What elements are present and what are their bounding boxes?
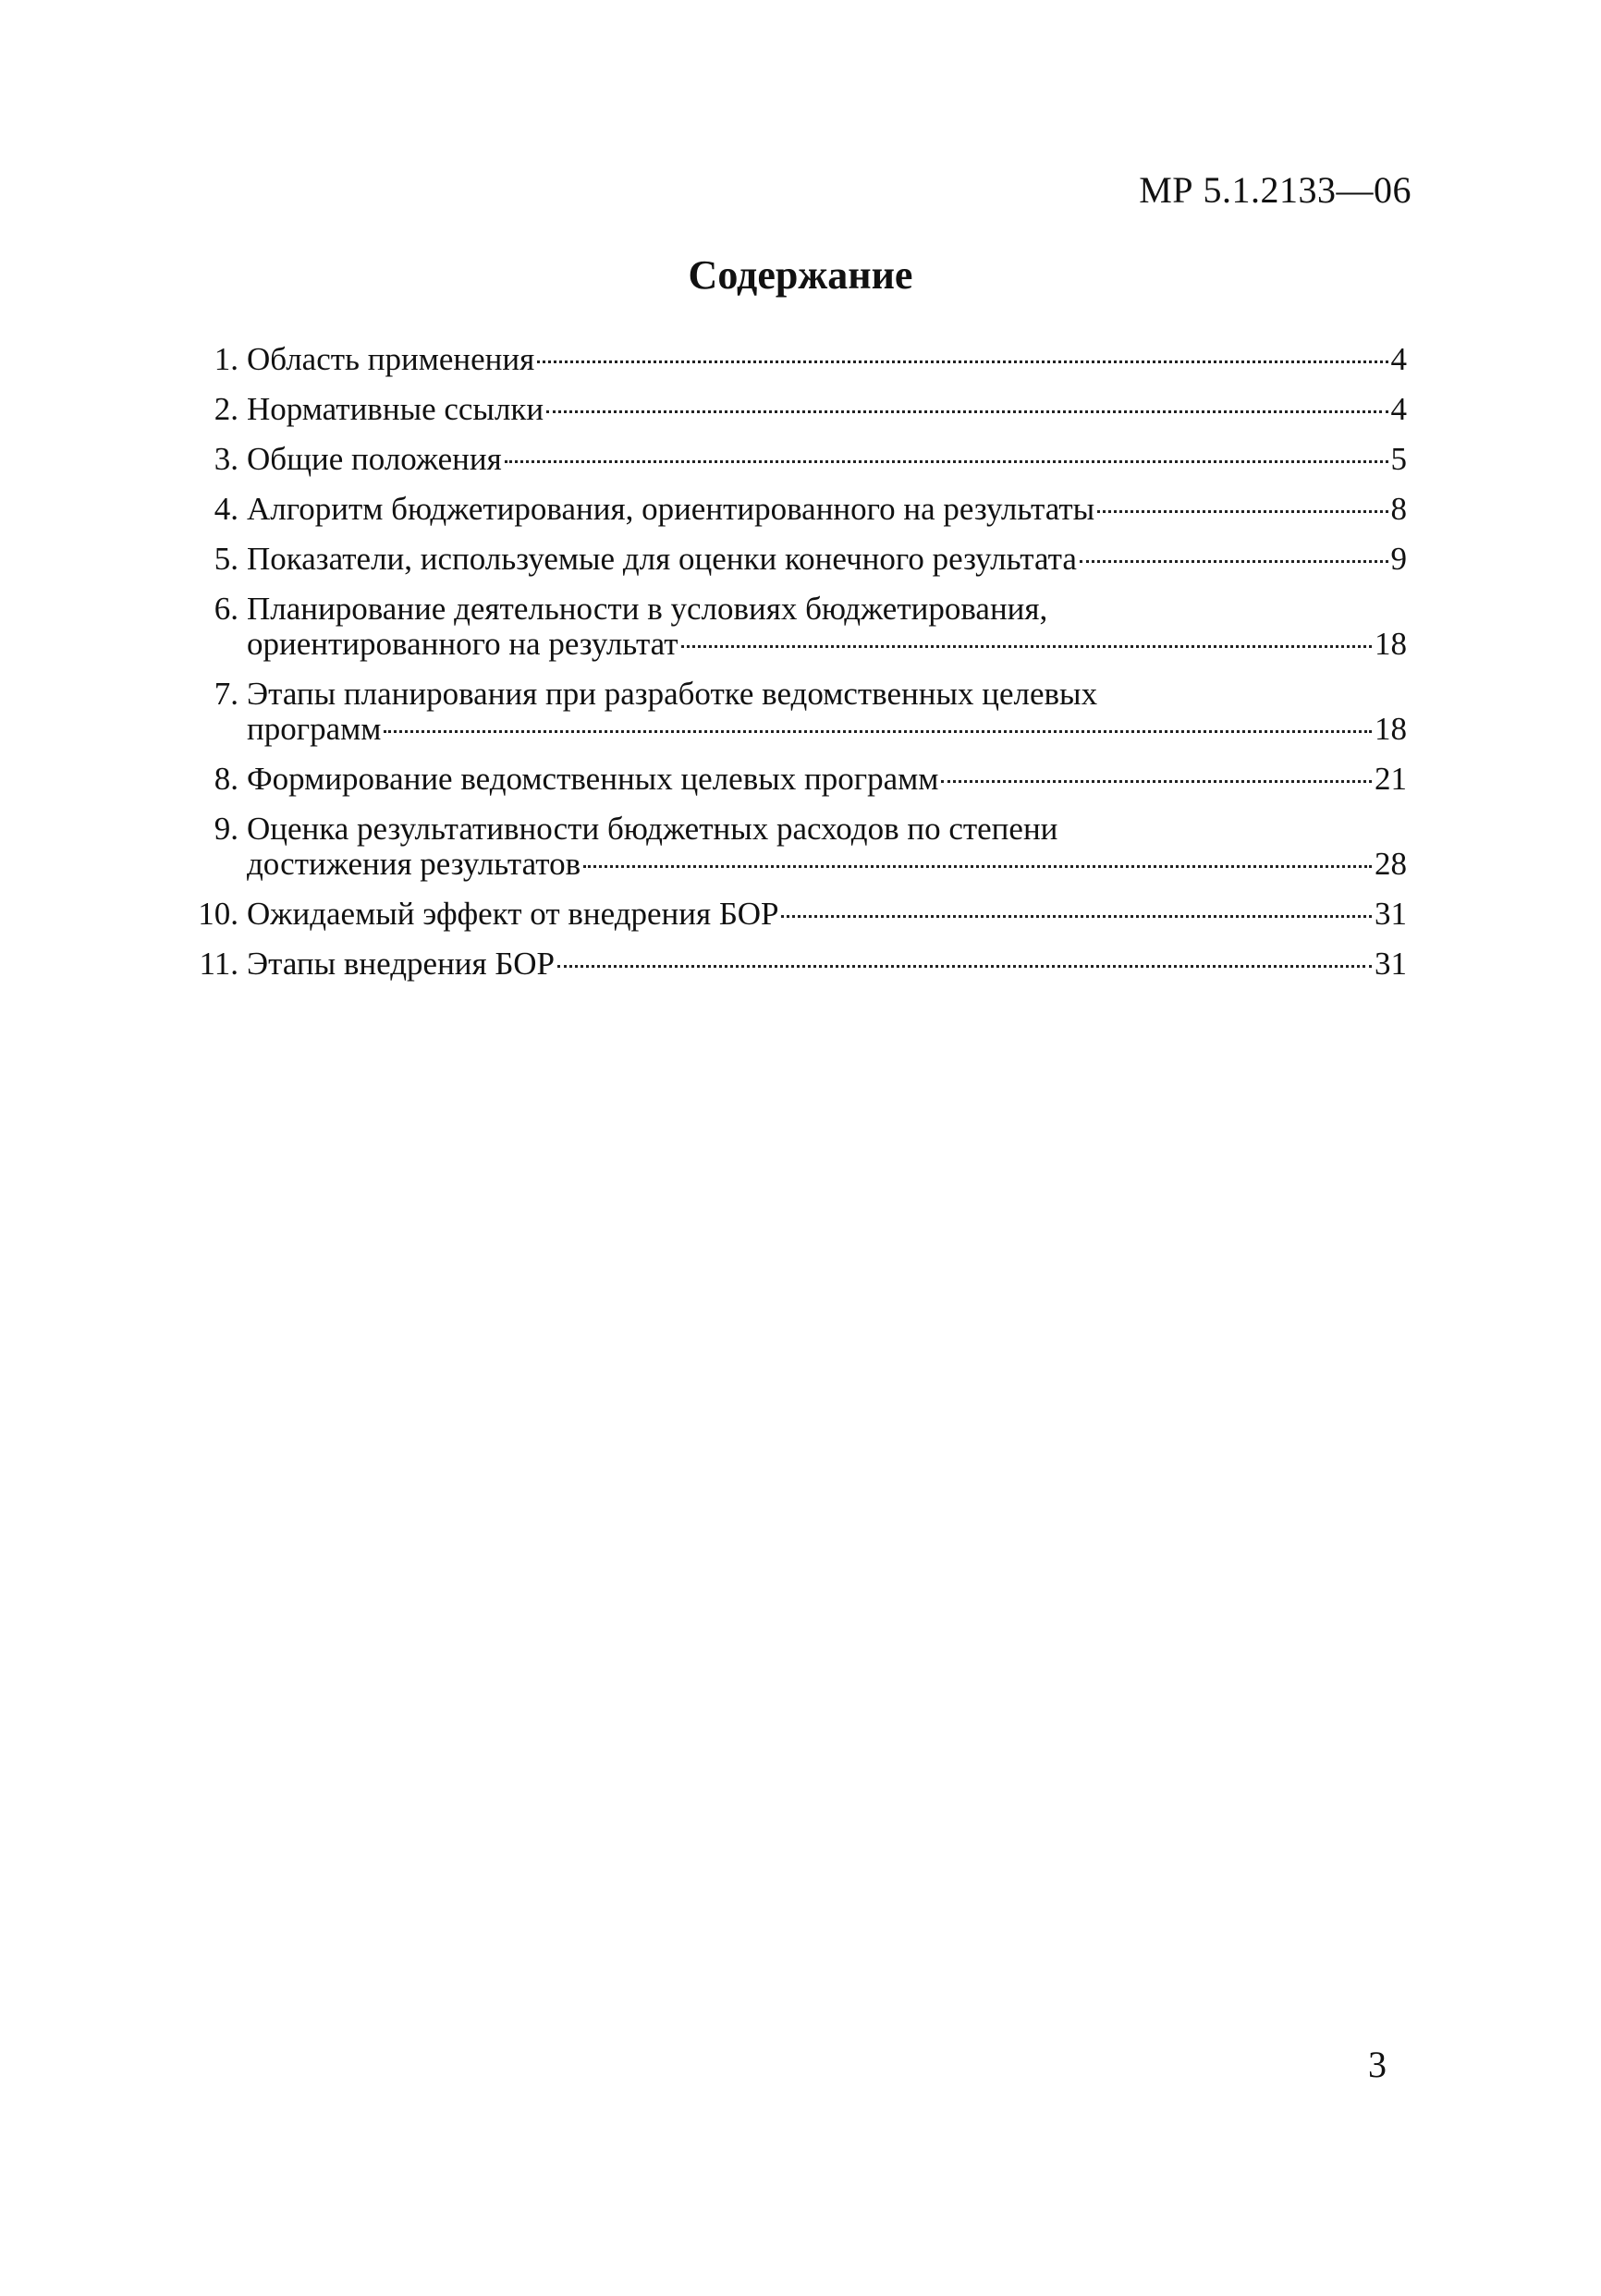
toc-dot-leader	[781, 915, 1372, 918]
toc-entry-body	[247, 812, 1407, 882]
toc-entry-page: 31	[1375, 896, 1407, 932]
toc-entry-title: Алгоритм бюджетирования, ориентированного на результаты	[247, 491, 1095, 527]
toc-entry-number: 4.	[214, 491, 238, 527]
toc-entry-page: 31	[1375, 946, 1407, 982]
toc-entry-number: 9.	[214, 811, 238, 847]
toc-dot-leader	[1097, 510, 1387, 513]
toc-entry-number: 7.	[214, 676, 238, 712]
toc-entry-number: 5.	[214, 541, 238, 577]
toc-entry-line	[247, 847, 1407, 882]
toc-entry-line	[247, 762, 1407, 797]
toc-entry-page: 9	[1390, 541, 1407, 577]
page-number: 3	[1368, 2044, 1387, 2085]
toc-entry-page: 4	[1390, 341, 1407, 377]
toc-entry-page: 18	[1375, 711, 1407, 747]
toc-entry-body	[247, 342, 1407, 377]
toc-entry	[185, 677, 1407, 747]
toc-dot-leader	[537, 360, 1387, 363]
toc-entry-body	[247, 492, 1407, 527]
toc-dot-leader	[546, 410, 1387, 413]
toc-entry	[185, 812, 1407, 882]
toc-entry-line	[247, 712, 1407, 747]
toc-dot-leader	[1080, 560, 1388, 563]
toc-entry-line	[247, 492, 1407, 527]
toc-dot-leader	[681, 645, 1372, 648]
toc-entry-title: Область применения	[247, 341, 535, 377]
toc-dot-leader	[583, 865, 1372, 868]
toc-entry-body	[247, 442, 1407, 477]
toc-entry	[185, 762, 1407, 797]
toc-dot-leader	[941, 780, 1372, 783]
toc-entry-body	[247, 542, 1407, 577]
toc-entry	[185, 542, 1407, 577]
toc-entry-title: программ	[247, 711, 382, 747]
toc-entry-page: 8	[1390, 491, 1407, 527]
toc-entry-title: Ожидаемый эффект от внедрения БОР	[247, 896, 779, 932]
toc-entry-page: 4	[1390, 391, 1407, 427]
toc-entry-line	[247, 442, 1407, 477]
toc-entry	[185, 342, 1407, 377]
toc-entry-body	[247, 677, 1407, 747]
toc-entry-number: 2.	[214, 391, 238, 427]
toc-dot-leader	[384, 730, 1372, 733]
toc-entry-first-line: Оценка результативности бюджетных расходов по степени	[247, 811, 1058, 847]
toc-entry-number: 1.	[214, 341, 238, 377]
toc-entry-line	[247, 392, 1407, 427]
table-of-contents	[185, 342, 1407, 996]
toc-entry-line	[247, 342, 1407, 377]
toc-entry-number: 3.	[214, 441, 238, 477]
toc-entry-line	[247, 627, 1407, 662]
toc-entry-title: Показатели, используемые для оценки конечного результата	[247, 541, 1077, 577]
toc-entry-line	[247, 542, 1407, 577]
toc-entry-page: 18	[1375, 626, 1407, 662]
toc-entry	[185, 897, 1407, 932]
toc-entry-first-line: Планирование деятельности в условиях бюджетирования,	[247, 591, 1048, 627]
toc-dot-leader	[505, 460, 1388, 463]
toc-entry-page: 21	[1375, 761, 1407, 797]
toc-entry-page: 28	[1375, 846, 1407, 882]
toc-entry	[185, 592, 1407, 662]
toc-entry-body	[247, 897, 1407, 932]
toc-entry-title: Этапы внедрения БОР	[247, 946, 555, 982]
toc-entry	[185, 492, 1407, 527]
toc-entry-body	[247, 762, 1407, 797]
toc-entry-title: ориентированного на результат	[247, 626, 678, 662]
toc-entry-number: 10.	[198, 896, 238, 932]
toc-entry-body	[247, 946, 1407, 982]
toc-entry-number: 11.	[199, 946, 238, 982]
toc-entry	[185, 442, 1407, 477]
toc-entry-title: Нормативные ссылки	[247, 391, 544, 427]
toc-entry	[185, 946, 1407, 982]
toc-entry-body	[247, 392, 1407, 427]
toc-entry-title: Формирование ведомственных целевых программ	[247, 761, 939, 797]
toc-entry-body	[247, 592, 1407, 662]
document-code: МР 5.1.2133—06	[1139, 169, 1412, 211]
toc-title: Содержание	[688, 252, 913, 298]
toc-entry-line	[247, 946, 1407, 982]
toc-entry-number: 6.	[214, 591, 238, 627]
toc-entry-first-line: Этапы планирования при разработке ведомственных целевых	[247, 676, 1098, 712]
toc-entry-line	[247, 897, 1407, 932]
toc-entry-title: Общие положения	[247, 441, 502, 477]
toc-dot-leader	[557, 965, 1372, 968]
toc-entry-number: 8.	[214, 761, 238, 797]
toc-entry-title: достижения результатов	[247, 846, 581, 882]
toc-entry-page: 5	[1390, 441, 1407, 477]
toc-entry	[185, 392, 1407, 427]
